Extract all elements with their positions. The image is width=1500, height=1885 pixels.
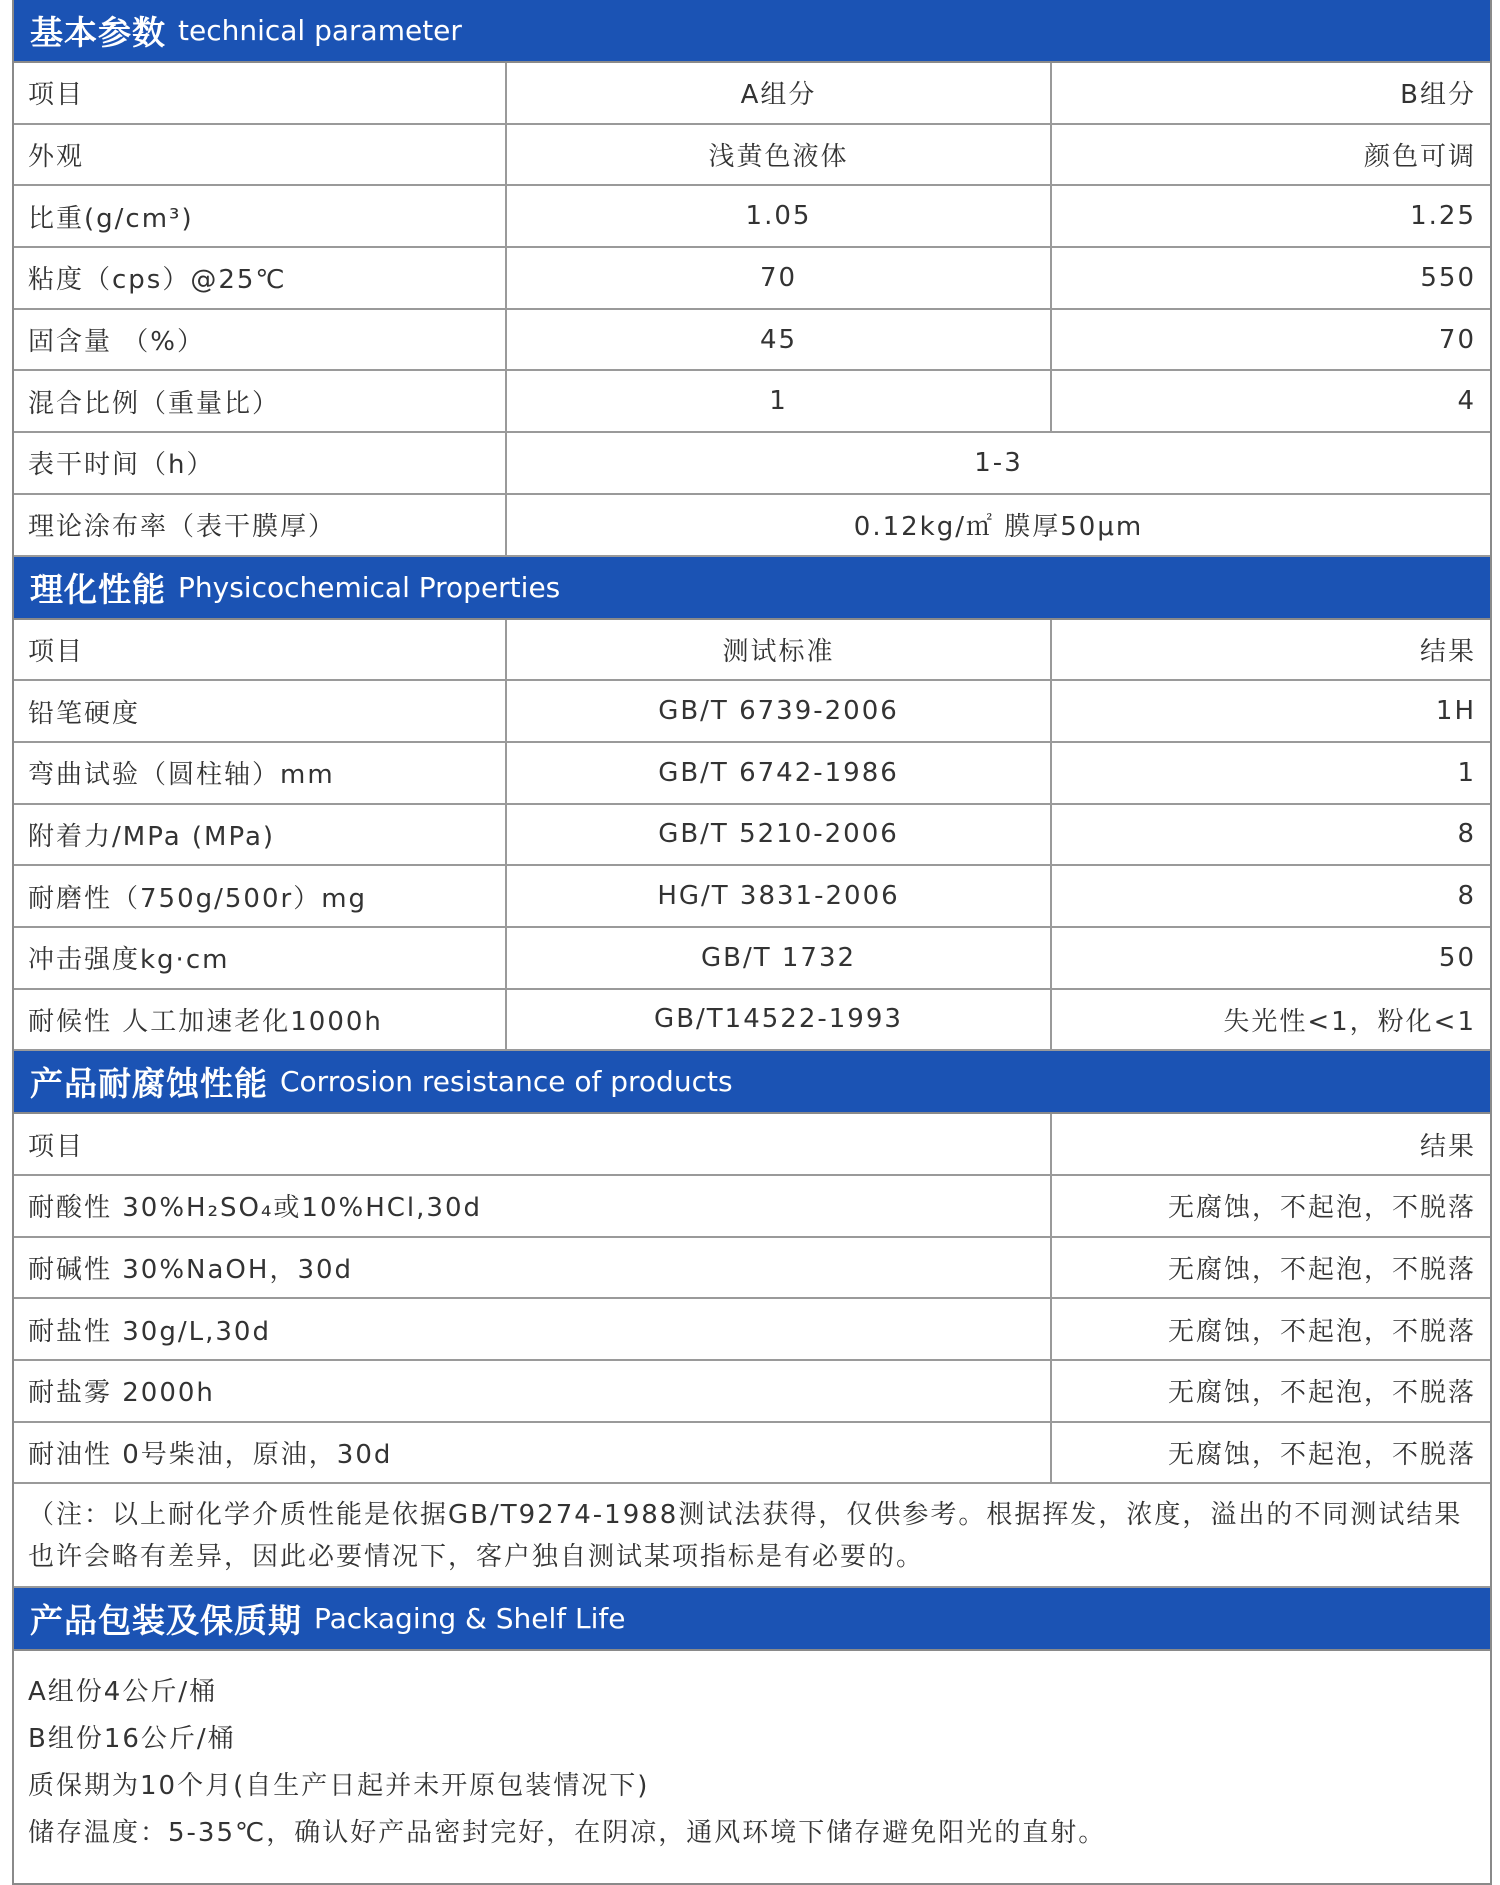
basic-header-item: 项目 [14,63,507,123]
table-row [14,495,1490,557]
row-label: 外观 [14,125,507,185]
packaging-line: 质保期为10个月(自生产日起并未开原包装情况下) [28,1771,650,1802]
row-standard: GB/T 5210-2006 [507,805,1052,865]
row-value-b: 颜色可调 [1363,142,1476,173]
row-label: 混合比例（重量比） [14,371,507,431]
packaging-title-en: Packaging & Shelf Life [314,1602,626,1636]
packaging-body [14,1651,1490,1883]
corrosion-section-header [14,1051,1490,1114]
corrosion-title-en: Corrosion resistance of products [280,1065,733,1099]
table-row [14,186,1490,248]
table-row [14,681,1490,743]
row-label: 耐盐雾 2000h [14,1361,1052,1421]
packaging-title-zh: 产品包装及保质期 [30,1601,302,1641]
table-row [14,433,1490,495]
table-row [14,990,1490,1052]
table-row [14,1176,1490,1238]
basic-title-en: technical parameter [178,14,462,47]
row-value-merged: 1-3 [974,447,1023,478]
basic-header-b: B组分 [1400,80,1476,111]
packaging-line: B组份16公斤/桶 [28,1724,236,1755]
row-result: 1 [1457,757,1476,788]
row-value-merged: 0.12kg/㎡ 膜厚50μm [853,512,1144,543]
row-label: 耐油性 0号柴油，原油，30d [14,1423,1052,1483]
physico-header-standard: 测试标准 [507,620,1052,680]
row-value-b: 1.25 [1410,201,1476,232]
row-value-a: 1.05 [507,186,1052,246]
physico-header-item: 项目 [14,620,507,680]
row-result: 1H [1435,696,1476,727]
basic-title-zh: 基本参数 [30,13,166,52]
row-label: 铅笔硬度 [14,681,507,741]
row-standard: GB/T 1732 [507,928,1052,988]
row-result: 8 [1457,881,1476,912]
table-row [14,1299,1490,1361]
row-label: 粘度（cps）@25℃ [14,248,507,308]
row-result: 8 [1457,819,1476,850]
table-row [14,928,1490,990]
corrosion-title-zh: 产品耐腐蚀性能 [30,1064,268,1104]
packaging-section-header [14,1588,1490,1651]
row-value-b: 4 [1457,386,1476,417]
row-standard: GB/T 6742-1986 [507,743,1052,803]
row-label: 耐磨性（750g/500r）mg [14,866,507,926]
corrosion-note: （注：以上耐化学介质性能是依据GB/T9274-1988测试法获得，仅供参考。根据挥发，浓度，溢出的不同测试结果也许会略有差异，因此必要情况下，客户独自测试某项指标是有必要的。 [14,1484,1490,1588]
basic-section-header [14,0,1490,63]
row-value-a: 浅黄色液体 [507,125,1052,185]
table-row [14,866,1490,928]
row-label: 比重(g/cm³) [14,186,507,246]
spec-sheet [12,0,1492,1885]
row-result: 无腐蚀，不起泡，不脱落 [1167,1193,1476,1224]
packaging-line: 储存温度：5-35℃，确认好产品密封完好，在阴凉，通风环境下储存避免阳光的直射。 [28,1818,1107,1849]
row-standard: GB/T14522-1993 [507,990,1052,1050]
physico-title-zh: 理化性能 [30,569,166,609]
table-row [14,371,1490,433]
row-label: 表干时间（h） [14,433,507,493]
table-row [14,1361,1490,1423]
table-row [14,125,1490,187]
basic-header-row [14,63,1490,125]
physico-section-header [14,557,1490,620]
row-label: 弯曲试验（圆柱轴）mm [14,743,507,803]
row-result: 失光性<1，粉化<1 [1223,1006,1476,1037]
physico-header-row [14,620,1490,682]
row-label: 耐碱性 30%NaOH，30d [14,1238,1052,1298]
row-standard: GB/T 6739-2006 [507,681,1052,741]
packaging-line: A组份4公斤/桶 [28,1677,218,1708]
row-result: 无腐蚀，不起泡，不脱落 [1167,1316,1476,1347]
row-value-a: 1 [507,371,1052,431]
row-value-b: 550 [1420,262,1476,293]
row-standard: HG/T 3831-2006 [507,866,1052,926]
table-row [14,310,1490,372]
row-label: 耐候性 人工加速老化1000h [14,990,507,1050]
row-value-a: 70 [507,248,1052,308]
table-row [14,248,1490,310]
row-result: 无腐蚀，不起泡，不脱落 [1167,1440,1476,1471]
row-value-b: 70 [1438,324,1476,355]
row-label: 冲击强度kg·cm [14,928,507,988]
table-row [14,1238,1490,1300]
corrosion-header-result: 结果 [1419,1131,1476,1162]
row-label: 耐酸性 30%H₂SO₄或10%HCl,30d [14,1176,1052,1236]
row-label: 附着力/MPa (MPa) [14,805,507,865]
row-result: 50 [1438,942,1476,973]
row-result: 无腐蚀，不起泡，不脱落 [1167,1378,1476,1409]
row-result: 无腐蚀，不起泡，不脱落 [1167,1255,1476,1286]
row-label: 理论涂布率（表干膜厚） [14,495,507,555]
row-value-a: 45 [507,310,1052,370]
table-row [14,805,1490,867]
row-label: 耐盐性 30g/L,30d [14,1299,1052,1359]
table-row [14,743,1490,805]
corrosion-header-item: 项目 [14,1114,1052,1174]
table-row [14,1423,1490,1485]
physico-header-result: 结果 [1419,636,1476,667]
physico-title-en: Physicochemical Properties [178,570,561,604]
basic-header-a: A组分 [507,63,1052,123]
corrosion-header-row [14,1114,1490,1176]
row-label: 固含量 （%） [14,310,507,370]
